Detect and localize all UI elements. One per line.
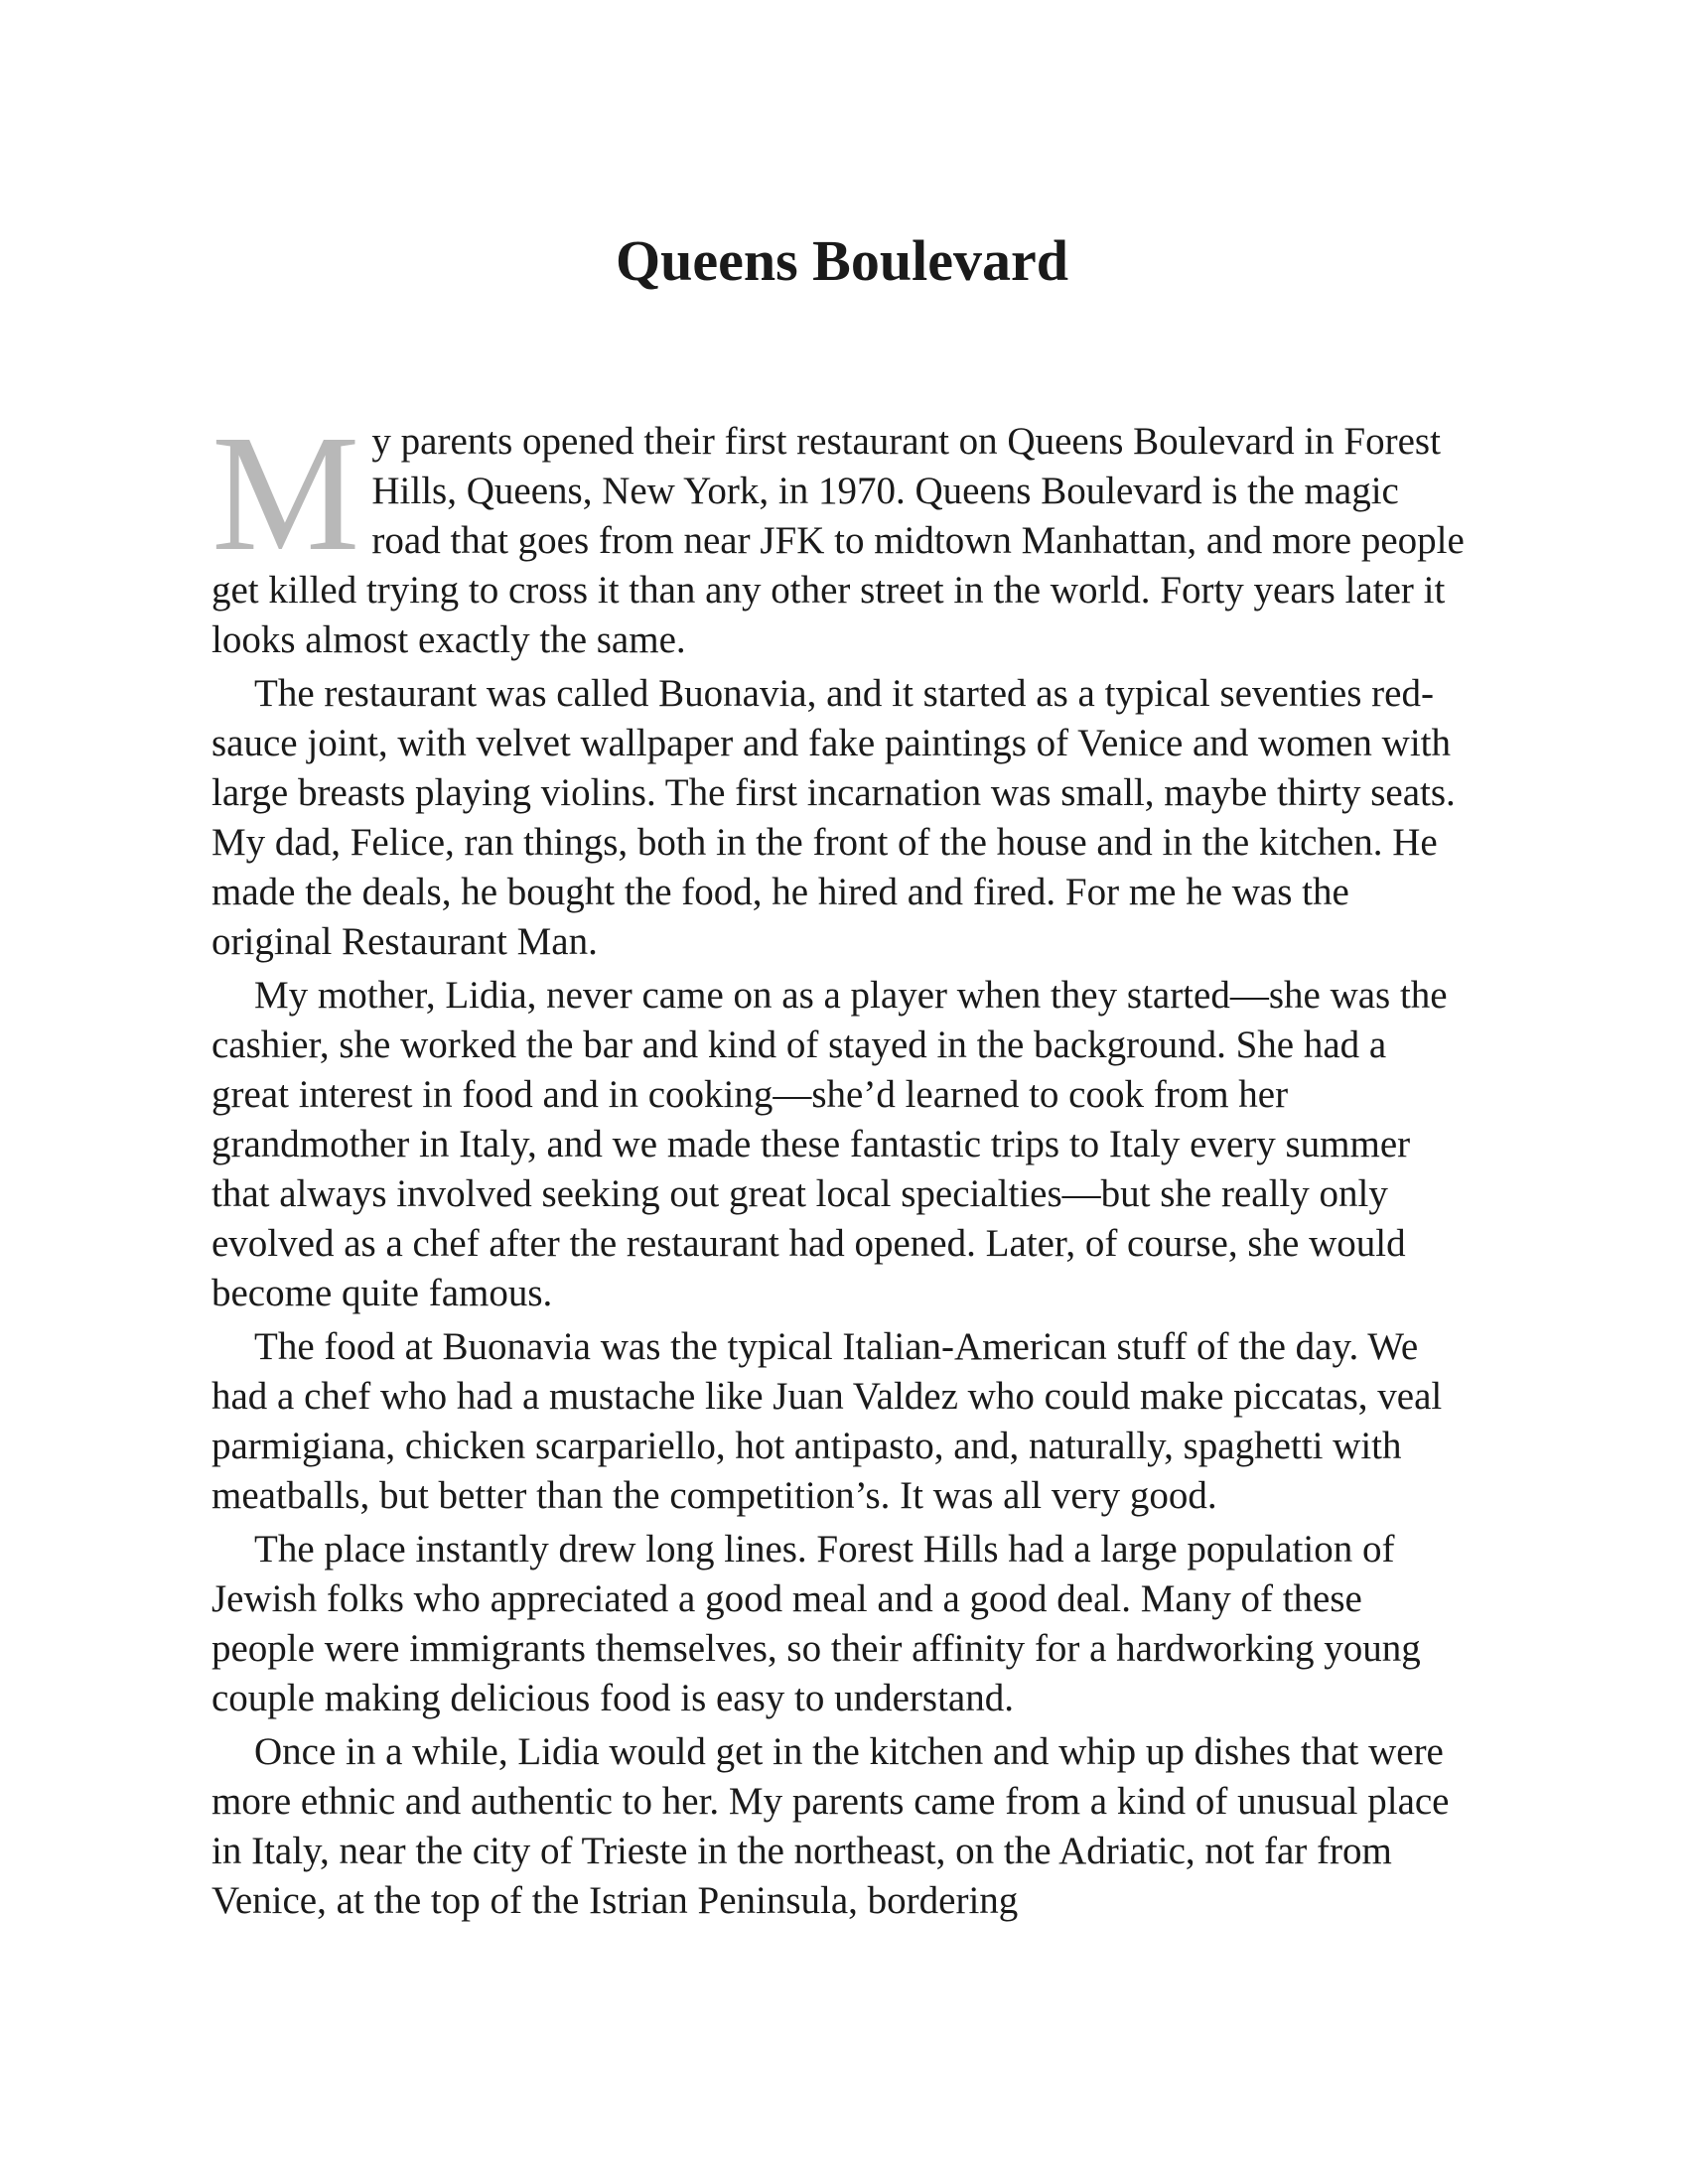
paragraph-5: The place instantly drew long lines. Forest Hills had a large population of Jewish folks who appreciated a good meal and a good deal. Many of these people were immigrants themselves, so their affinity for a hardworking young couple making delicious food is easy to understand.	[211, 1528, 1421, 1719]
paragraph-6: Once in a while, Lidia would get in the kitchen and whip up dishes that were more ethnic and authentic to her. My parents came from a kind of unusual place in Italy, near the city of Trieste in the northeast, on the Adriatic, not far from Venice, at the top of the Istrian Peninsula, bordering	[211, 1730, 1450, 1922]
paragraph-3: My mother, Lidia, never came on as a player when they started—she was the cashier, she worked the bar and kind of stayed in the background. She had a great interest in food and in cooking—she’d learned to cook from her grandmother in Italy, and we made these fantastic trips to Italy every summer that always involved seeking out great local specialties—but she really only evolved as a chef after the restaurant had opened. Later, of course, she would become quite famous.	[211, 974, 1448, 1314]
paragraph-1	[211, 401, 1473, 665]
chapter-body	[211, 401, 1473, 1930]
chapter-title: Queens Boulevard	[616, 228, 1068, 293]
drop-cap: M	[211, 401, 360, 586]
paragraph-4: The food at Buonavia was the typical Italian-American stuff of the day. We had a chef who had a mustache like Juan Valdez who could make piccatas, veal parmigiana, chicken scarpariello, hot antipasto, and, naturally, spaghetti with meatballs, but better than the competition’s. It was all very good.	[211, 1325, 1443, 1517]
paragraph-text: y parents opened their first restaurant on Queens Boulevard in Forest Hills, Queens, New York, in 1970. Queens Boulevard is the magic road that goes from near JFK to midtown Manhattan, and more people get killed trying to cross it than any other street in the world. Forty years later it looks almost exactly the same.	[211, 420, 1465, 661]
book-page	[211, 0, 1473, 2184]
paragraph-2: The restaurant was called Buonavia, and it started as a typical seventies red-sauce joint, with velvet wallpaper and fake paintings of Venice and women with large breasts playing violins. The first incarnation was small, maybe thirty seats. My dad, Felice, ran things, both in the front of the house and in the kitchen. He made the deals, he bought the food, he hired and fired. For me he was the original Restaurant Man.	[211, 672, 1456, 963]
